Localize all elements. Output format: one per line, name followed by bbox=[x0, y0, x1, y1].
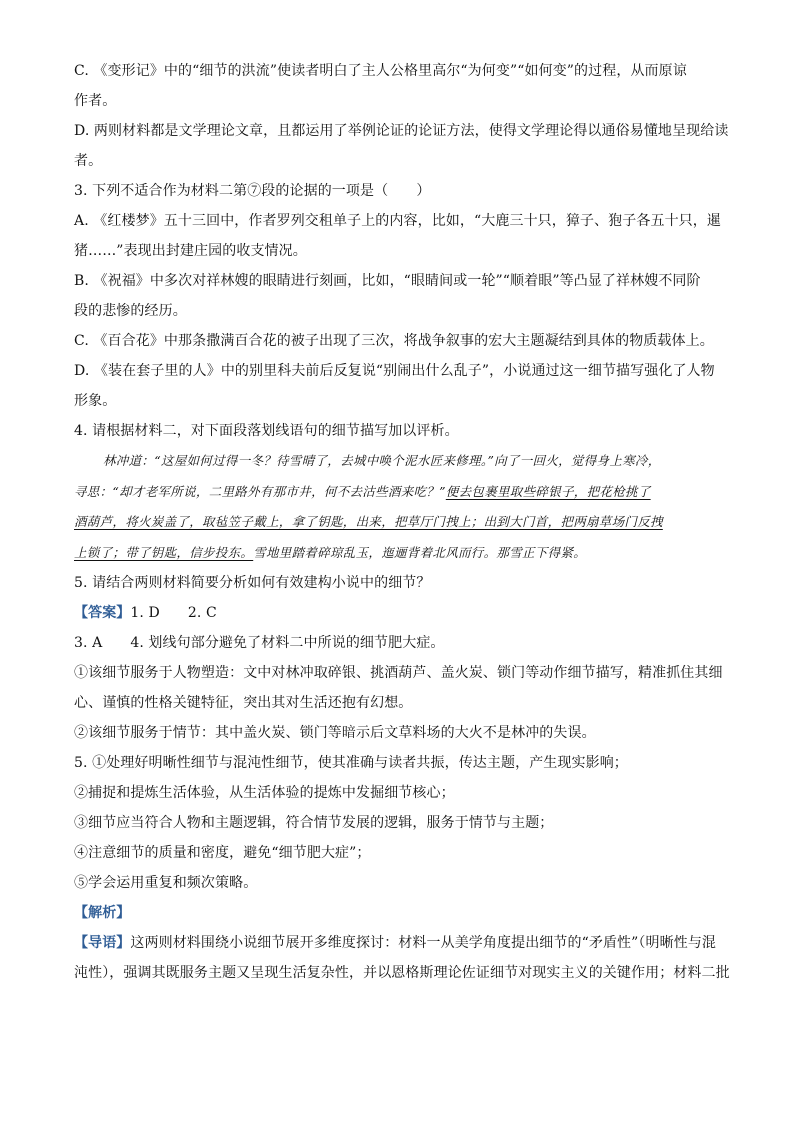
q2-option-c-line2: 作者。 bbox=[74, 93, 117, 109]
q3-option-d-line1: D. 《装在套子里的人》中的别里科夫前后反复说“别闹出什么乱子”，小说通过这一细节描写强化了人物 bbox=[74, 363, 715, 379]
answer-4: 4. 划线句部分避免了材料二中所说的细节肥大症。 bbox=[130, 635, 445, 651]
guide-label: 【导语】 bbox=[74, 935, 131, 951]
answer-5-point2: ②捕捉和提炼生活体验，从生活体验的提炼中发掘细节核心； bbox=[74, 785, 455, 801]
guide-text-line1: 这两则材料围绕小说细节展开多维度探讨：材料一从美学角度提出细节的“矛盾性”（明晰性与混 bbox=[130, 935, 717, 951]
q2-option-d-line2: 者。 bbox=[74, 153, 103, 169]
q4-passage-line1: 林冲道：“这屋如何过得一冬？待雪晴了，去城中唤个泥水匠来修理。”向了一回火，觉得身上寒冷， bbox=[103, 453, 661, 468]
q4-stem: 4. 请根据材料二，对下面段落划线语句的细节描写加以评析。 bbox=[74, 423, 459, 439]
answer-4-point1-line1: ①该细节服务于人物塑造：文中对林冲取碎银、挑酒葫芦、盖火炭、锁门等动作细节描写，精准抓住其细 bbox=[74, 665, 723, 681]
q3-stem: 3. 下列不适合作为材料二第⑦段的论据的一项是（ ） bbox=[74, 183, 431, 199]
analysis-label: 【解析】 bbox=[74, 905, 131, 921]
analysis-heading bbox=[74, 898, 726, 928]
answer-5-point1: 5. ①处理好明晰性细节与混沌性细节，使其准确与读者共振，传达主题，产生现实影响； bbox=[74, 755, 628, 771]
q3-option-c-line1: C. 《百合花》中那条撒满百合花的被子出现了三次，将战争叙事的宏大主题凝结到具体的物质载体上。 bbox=[74, 333, 714, 349]
answer-line bbox=[74, 598, 726, 628]
q3-option-b-line1: B. 《祝福》中多次对祥林嫂的眼睛进行刻画，比如，“眼睛间或一轮”“顺着眼”等凸显了祥林嫂不同阶 bbox=[74, 273, 701, 289]
q4-passage-line3-underlined: 酒葫芦，将火炭盖了，取毡笠子戴上，拿了钥匙，出来，把草厅门拽上；出到大门首，把两扇草场门反拽 bbox=[74, 514, 663, 529]
q3-option-b-line2: 段的悲惨的经历。 bbox=[74, 303, 187, 319]
q3-option-d-line2: 形象。 bbox=[74, 393, 117, 409]
answer-5-point5: ⑤学会运用重复和频次策略。 bbox=[74, 875, 258, 891]
q4-passage bbox=[74, 446, 726, 568]
analysis-guide-line2: 沌性），强调其既服务主题又呈现生活复杂性，并以恩格斯理论佐证细节对现实主义的关键作用；材料二批 bbox=[74, 965, 730, 981]
q4-passage-line2 bbox=[74, 477, 726, 508]
q2-option-d-line1: D. 两则材料都是文学理论文章，且都运用了举例论证的论证方法，使得文学理论得以通俗易懂地呈现给读 bbox=[74, 123, 729, 139]
q3-option-a-line1: A. 《红楼梦》五十三回中，作者罗列交租单子上的内容，比如，“大鹿三十只，獐子、狍子各五十只，暹 bbox=[74, 213, 721, 229]
answer-5-point4: ④注意细节的质量和密度，避免“细节肥大症”； bbox=[74, 845, 371, 861]
answer-4-point2: ②该细节服务于情节：其中盖火炭、锁门等暗示后文草料场的大火不是林冲的失误。 bbox=[74, 725, 596, 741]
q4-passage-line4-plain: 雪地里踏着碎琼乱玉，迤逦背着北风而行。那雪正下得紧。 bbox=[253, 544, 587, 560]
analysis-guide-line1 bbox=[74, 928, 726, 958]
q4-passage-line2-underlined: 便去包裹里取些碎银子，把花枪挑了 bbox=[445, 483, 651, 499]
q5-stem: 5. 请结合两则材料简要分析如何有效建构小说中的细节？ bbox=[74, 575, 431, 591]
answer-2: 2. C bbox=[187, 605, 217, 621]
answer-3: 3. A bbox=[74, 635, 103, 651]
q2-option-c-line1: C. 《变形记》中的“细节的洪流”使读者明白了主人公格里高尔“为何变”“如何变”的过程，从而原谅 bbox=[74, 63, 687, 79]
q3-option-a-line2: 猪……”表现出封建庄园的收支情况。 bbox=[74, 243, 307, 259]
answer-3-4-line bbox=[74, 628, 726, 658]
answer-5-point3: ③细节应当符合人物和主题逻辑，符合情节发展的逻辑，服务于情节与主题； bbox=[74, 815, 554, 831]
answer-1: 1. D bbox=[130, 605, 160, 621]
answer-4-point1-line2: 心、谨慎的性格关键特征，突出其对生活还抱有幻想。 bbox=[74, 695, 413, 711]
q4-passage-line4-underlined: 上锁了；带了钥匙，信步投东。 bbox=[74, 544, 254, 560]
answer-label: 【答案】 bbox=[74, 605, 131, 621]
q4-passage-line4 bbox=[74, 538, 726, 569]
q4-passage-line2-plain: 寻思：“却才老军所说，二里路外有那市井，何不去沽些酒来吃？” bbox=[74, 483, 446, 499]
